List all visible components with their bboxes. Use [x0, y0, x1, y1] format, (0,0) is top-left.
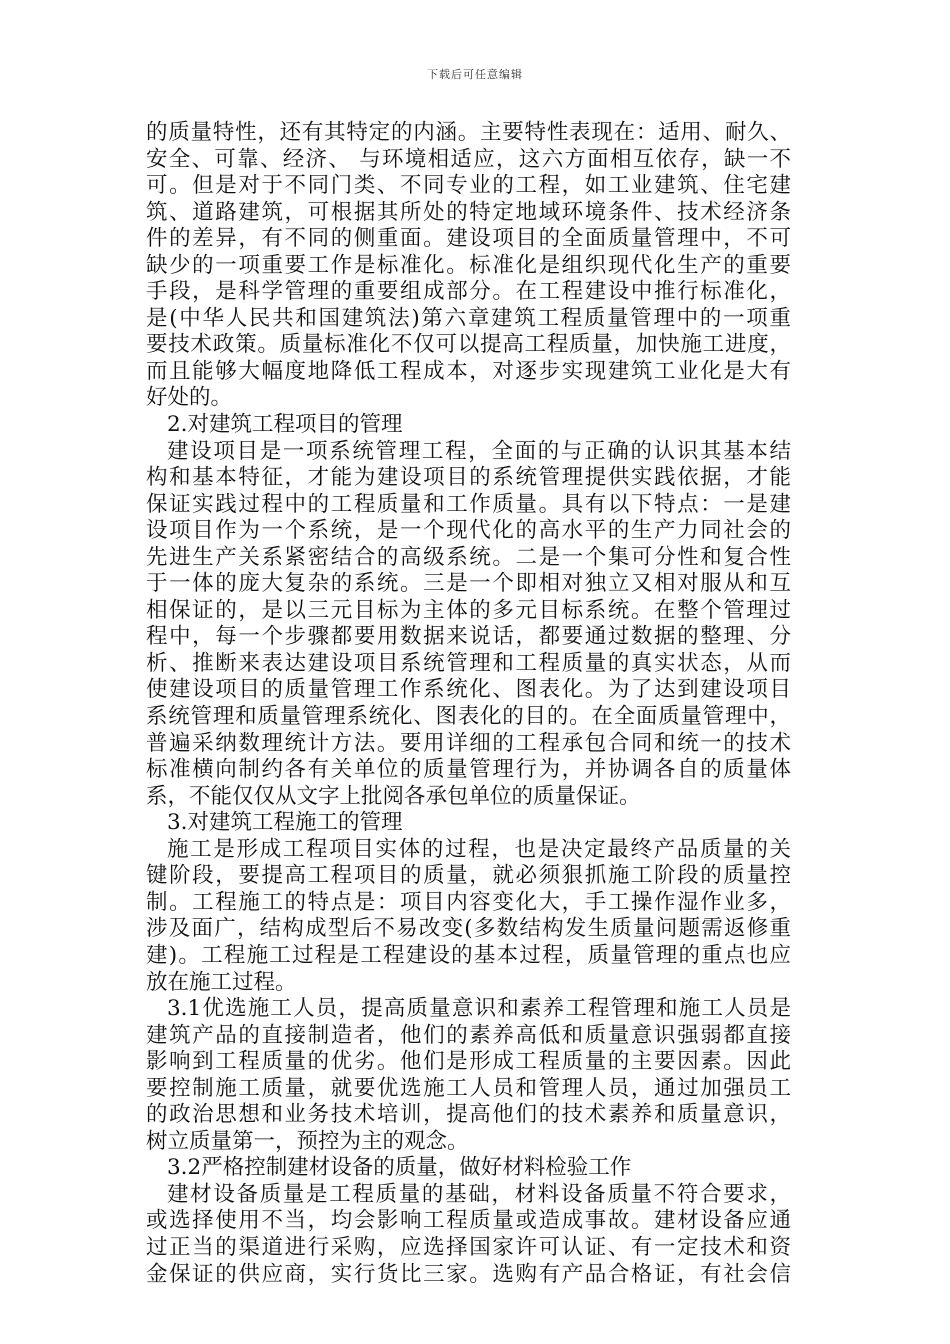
section-heading: 3.对建筑工程施工的管理: [167, 810, 403, 836]
text-line: 或选择使用不当，均会影响工程质量或造成事故。建材设备应通: [146, 1208, 791, 1234]
text-line: 而且能够大幅度地降低工程成本，对逐步实现建筑工业化是大有: [146, 358, 791, 384]
text-line: 普遍采纳数理统计方法。要用详细的工程承包合同和统一的技术: [146, 730, 791, 756]
text-line: 安全、可靠、经济、 与环境相适应，这六方面相互依存，缺一不: [146, 146, 791, 172]
text-line: 构和基本特征，才能为建设项目的系统管理提供实践依据，才能: [146, 465, 791, 491]
text-line: 保证实践过程中的工程质量和工作质量。具有以下特点：一是建: [146, 491, 791, 517]
text-line: 析、推断来表达建设项目系统管理和工程质量的真实状态，从而: [146, 650, 791, 676]
text-line: 制。工程施工的特点是：项目内容变化大，手工操作湿作业多，: [146, 889, 791, 915]
text-line: 建)。工程施工过程是工程建设的基本过程，质量管理的重点也应: [146, 942, 791, 968]
text-line: 标准横向制约各有关单位的质量管理行为，并协调各自的质量体: [146, 757, 791, 783]
text-line: 先进生产关系紧密结合的高级系统。二是一个集可分性和复合性: [146, 544, 791, 570]
text-line: 系统管理和质量管理系统化、图表化的目的。在全面质量管理中，: [146, 704, 791, 730]
text-line: 建设项目是一项系统管理工程，全面的与正确的认识其基本结: [167, 438, 791, 464]
text-line: 金保证的供应商，实行货比三家。选购有产品合格证，有社会信: [146, 1261, 791, 1287]
text-line: 使建设项目的质量管理工作系统化、图表化。为了达到建设项目: [146, 677, 791, 703]
section-heading: 3.2严格控制建材设备的质量，做好材料检验工作: [167, 1155, 632, 1181]
text-line: 系，不能仅仅从文字上批阅各承包单位的质量保证。: [146, 783, 641, 809]
section-heading: 2.对建筑工程项目的管理: [167, 412, 403, 438]
text-line: 缺少的一项重要工作是标准化。标准化是组织现代化生产的重要: [146, 252, 791, 278]
text-line: 可。但是对于不同门类、不同专业的工程，如工业建筑、住宅建: [146, 173, 791, 199]
text-line: 施工是形成工程项目实体的过程，也是决定最终产品质量的关: [167, 836, 791, 862]
section-heading: 3.1优选施工人员，提高质量意识和素养工程管理和施工人员是: [167, 996, 791, 1022]
page-header-note: 下载后可任意编辑: [427, 68, 523, 81]
text-line: 的政治思想和业务技术培训，提高他们的技术素养和质量意识，: [146, 1102, 791, 1128]
text-line: 过正当的渠道进行采购，应选择国家许可认证、有一定技术和资: [146, 1234, 791, 1260]
text-line: 放在施工过程。: [146, 969, 297, 995]
text-line: 的质量特性，还有其特定的内涵。主要特性表现在：适用、耐久、: [146, 120, 791, 145]
text-line: 要技术政策。质量标准化不仅可以提高工程质量，加快施工进度，: [146, 332, 791, 358]
text-line: 涉及面广，结构成型后不易改变(多数结构发生质量问题需返修重: [146, 916, 791, 942]
text-line: 相保证的，是以三元目标为主体的多元目标系统。在整个管理过: [146, 597, 791, 623]
text-line: 设项目作为一个系统，是一个现代化的高水平的生产力同社会的: [146, 518, 791, 544]
text-line: 建材设备质量是工程质量的基础，材料设备质量不符合要求，: [167, 1181, 791, 1207]
text-line: 建筑产品的直接制造者，他们的素养高低和质量意识强弱都直接: [146, 1022, 791, 1048]
text-line: 键阶段，要提高工程项目的质量，就必须狠抓施工阶段的质量控: [146, 863, 791, 889]
text-line: 要控制施工质量，就要优选施工人员和管理人员，通过加强员工: [146, 1075, 791, 1101]
text-line: 于一体的庞大复杂的系统。三是一个即相对独立又相对服从和互: [146, 571, 791, 597]
text-line: 手段，是科学管理的重要组成部分。在工程建设中推行标准化，: [146, 279, 791, 305]
text-line: 件的差异，有不同的侧重面。建设项目的全面质量管理中，不可: [146, 226, 791, 252]
text-line: 程中，每一个步骤都要用数据来说话，都要通过数据的整理、分: [146, 624, 791, 650]
text-line: 筑、道路建筑，可根据其所处的特定地域环境条件、技术经济条: [146, 199, 791, 225]
text-line: 是(中华人民共和国建筑法)第六章建筑工程质量管理中的一项重: [146, 305, 791, 331]
text-line: 好处的。: [146, 385, 233, 411]
text-line: 树立质量第一，预控为主的观念。: [146, 1128, 469, 1154]
text-line: 影响到工程质量的优劣。他们是形成工程质量的主要因素。因此: [146, 1049, 791, 1075]
document-body: [146, 120, 791, 1288]
